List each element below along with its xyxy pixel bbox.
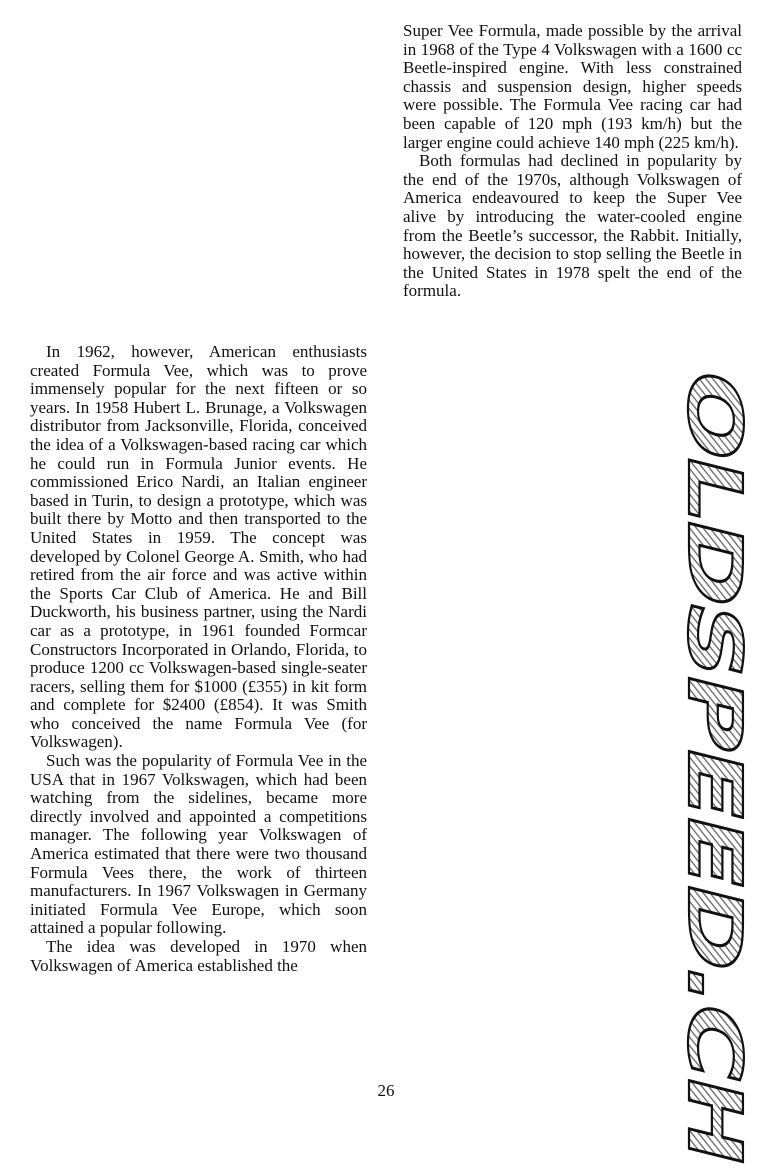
watermark-logo-graphic: [671, 360, 758, 1165]
left-text-column: [30, 343, 367, 975]
watermark-logo: [671, 360, 758, 1175]
page-number: 26: [377, 1081, 395, 1100]
paragraph: The idea was developed in 1970 when Volkswagen of America established the: [30, 937, 367, 975]
paragraph: Both formulas had declined in popularity by the end of the 1970s, although Volkswagen of America endeavoured to keep the Super Vee alive by introducing the water-cooled engine from the Beetle’s successor, the Rabbit. Initially, however, the decision to stop selling the Beetle in the United States in 1978 spelt the end of the formula.: [403, 151, 742, 301]
svg-text:OLDSPEED.CH: OLDSPEED.CH: [671, 360, 758, 946]
right-text-column: [403, 22, 742, 301]
paragraph: Such was the popularity of Formula Vee in the USA that in 1967 Volkswagen, which had been watching from the sidelines, became more directly involved and appointed a competitions manager. The following year Volkswagen of America estimated that there were two thousand Formula Vees there, the work of thirteen manufacturers. In 1967 Volkswagen in Germany initiated Formula Vee Europe, which soon attained a popular following.: [30, 751, 367, 938]
paragraph: Super Vee Formula, made possible by the arrival in 1968 of the Type 4 Volkswagen with a 1600 cc Beetle-inspired engine. With less constrained chassis and suspension design, higher speeds were possible. The Formula Vee racing car had been capable of 120 mph (193 km/h) but the larger engine could achieve 140 mph (225 km/h).: [403, 21, 742, 152]
paragraph: In 1962, however, American enthusiasts created Formula Vee, which was to prove immensely popular for the next fifteen or so years. In 1958 Hubert L. Brunage, a Volkswagen distributor from Jacksonville, Florida, conceived the idea of a Volkswagen-based racing car which he could run in Formula Junior events. He commissioned Erico Nardi, an Italian engineer based in Turin, to design a prototype, which was built there by Motto and then transported to the United States in 1959. The concept was developed by Colonel George A. Smith, who had retired from the air force and was active within the Sports Car Club of America. He and Bill Duckworth, his business partner, using the Nardi car as a prototype, in 1961 founded Formcar Constructors Incorporated in Orlando, Florida, to produce 1200 cc Volkswagen-based single-seater racers, selling them for $1000 (£355) in kit form and complete for $2400 (£854). It was Smith who conceived the name Formula Vee (for Volkswagen).: [30, 342, 367, 752]
